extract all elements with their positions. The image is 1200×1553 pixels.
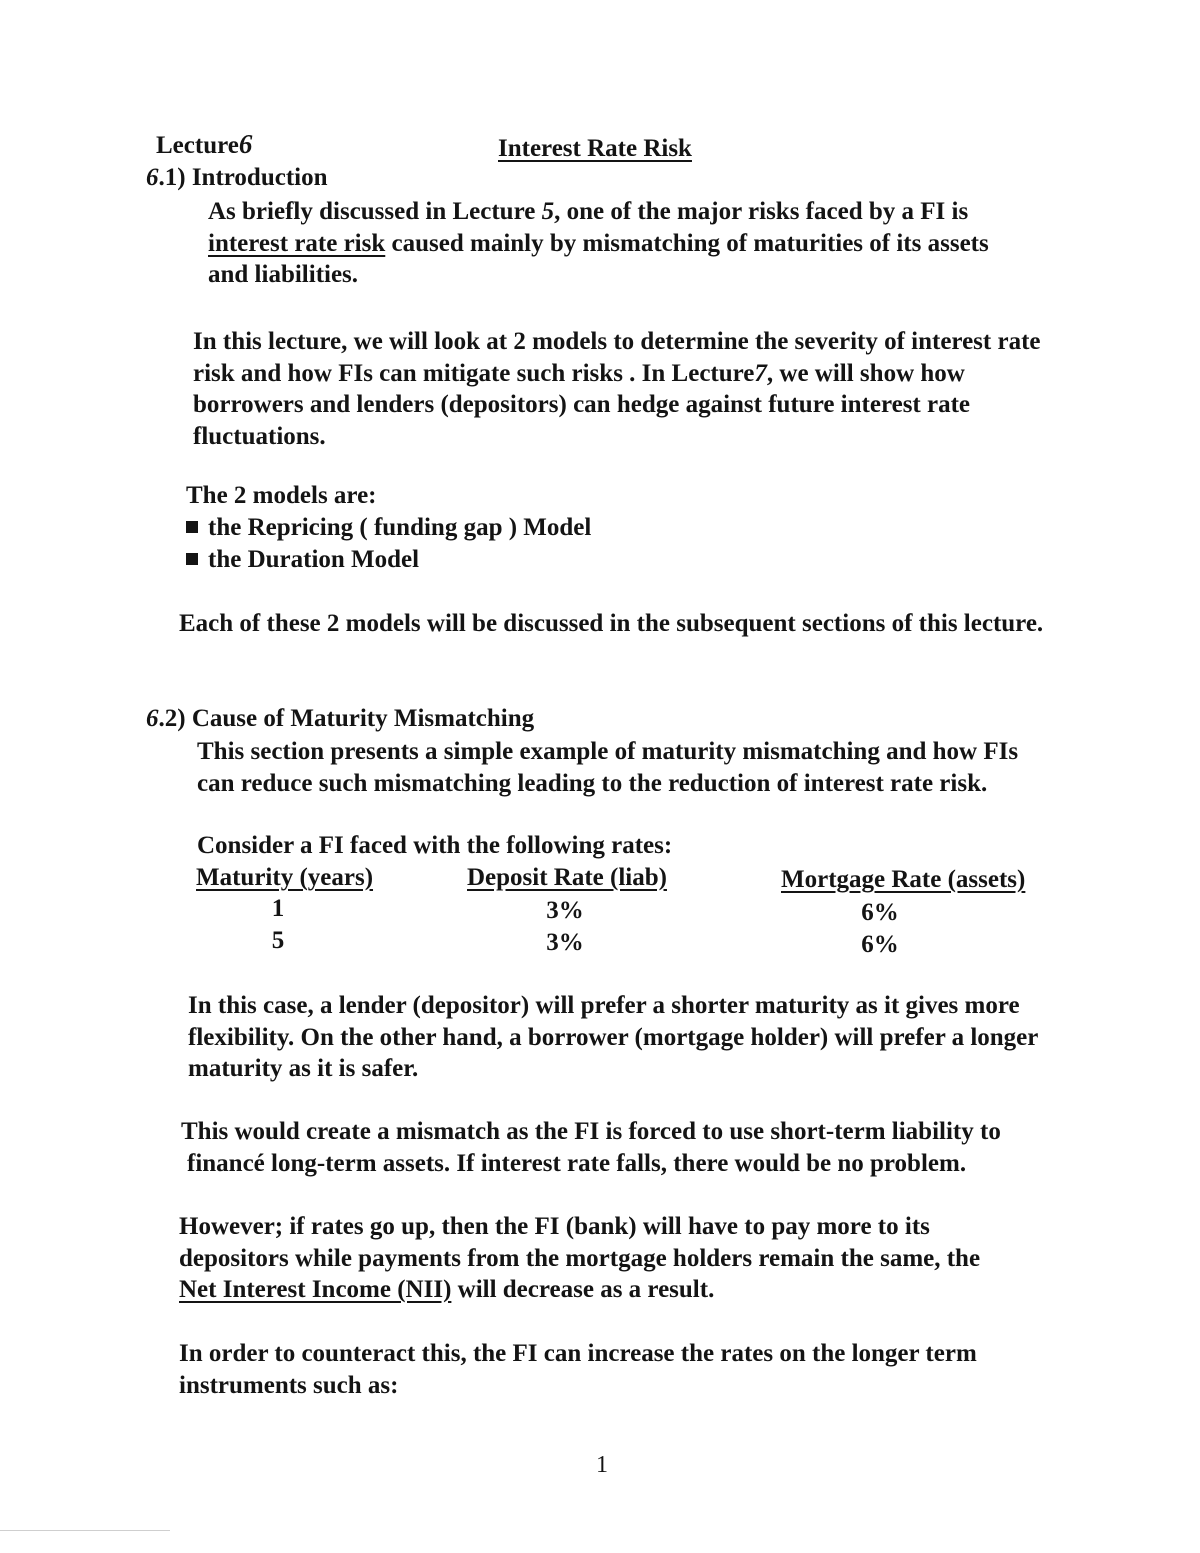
section-2-intro: This section presents a simple example of maturity mismatching and how FIs can reduce such mismatching leading to the reduction of interest rate risk. [197, 738, 1019, 797]
table-cell: 1 [271, 895, 285, 922]
table-caption: Consider a FI faced with the following rates: [197, 832, 673, 859]
section-1-number-handwritten: 6 [146, 164, 159, 191]
table-cell: 3% [546, 897, 584, 924]
table-cell: 6% [861, 899, 899, 926]
table-cell: 5 [271, 927, 285, 954]
interest-rate-risk-term: interest rate risk [208, 229, 386, 257]
bullet-icon [186, 521, 198, 533]
nii-term: Net Interest Income (NII) [179, 1276, 452, 1303]
lecture-label: Lecture6 [156, 129, 253, 159]
table-cell: 6% [861, 931, 899, 958]
paragraph-counteract: In order to counteract this, the FI can increase the rates on the longer term instruments such as: [179, 1340, 977, 1399]
section-2-heading: 6.2) Cause of Maturity Mismatching [146, 705, 535, 732]
table-header-deposit-rate: Deposit Rate (liab) [467, 864, 667, 891]
paragraph-lender-borrower: In this case, a lender (depositor) will prefer a shorter maturity as it gives more flexibility. On the other hand, a borrower (mortgage holder) will prefer a longer maturity as it is safer. [188, 992, 1039, 1082]
intro-paragraph-2: In this lecture, we will look at 2 models to determine the severity of interest rate risk and how FIs can mitigate such risks . In Lecture7, we will show how borrowers and lenders (depositors) can hedge against future interest rate fluctuations. [193, 328, 1041, 450]
models-intro: The 2 models are: [186, 482, 377, 509]
table-header-mortgage-rate: Mortgage Rate (assets) [781, 866, 1026, 893]
intro-paragraph-1: As briefly discussed in Lecture 5, one of the major risks faced by a FI is interest rate risk caused mainly by mismatching of maturities of its assets and liabilities. [208, 198, 989, 288]
lecture-number-handwritten: 6 [238, 129, 253, 159]
models-closing: Each of these 2 models will be discussed in the subsequent sections of this lecture. [179, 610, 1044, 637]
section-2-number-handwritten: 6 [146, 705, 159, 732]
paragraph-rates-up: However; if rates go up, then the FI (bank) will have to pay more to its depositors while payments from the mortgage holders remain the same, the Net Interest Income (NII) will decrease as a result. [179, 1213, 981, 1303]
lecture-ref-handwritten-2: 7 [754, 359, 767, 387]
lecture-ref-handwritten: 5 [541, 198, 555, 225]
bullet-icon [186, 553, 198, 565]
scan-artifact-line [0, 1530, 170, 1531]
page-number: 1 [596, 1452, 608, 1478]
model-list-item: the Repricing ( funding gap ) Model [186, 512, 591, 544]
table-cell: 3% [546, 929, 584, 956]
paragraph-mismatch: This would create a mismatch as the FI is forced to use short-term liability to financé long-term assets. If interest rate falls, there would be no problem. [181, 1118, 1001, 1177]
section-1-heading: 6.1) Introduction [146, 164, 328, 191]
table-header-maturity: Maturity (years) [196, 864, 374, 891]
model-list-item: the Duration Model [186, 544, 419, 576]
page-title: Interest Rate Risk [498, 135, 692, 162]
